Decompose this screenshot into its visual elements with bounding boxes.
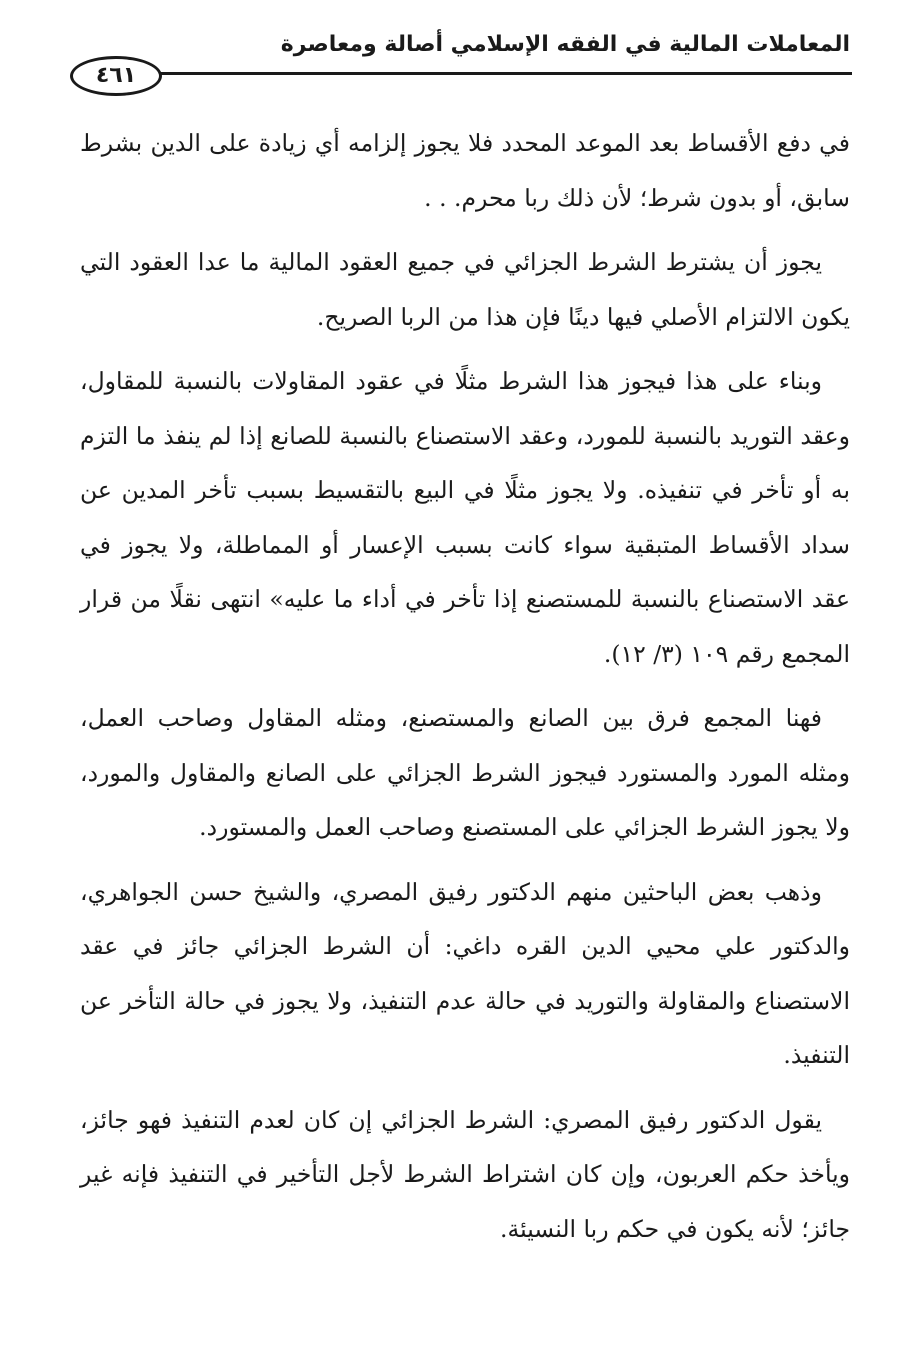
running-title: المعاملات المالية في الفقه الإسلامي أصالة ومعاصرة xyxy=(280,32,850,57)
paragraph-4: فهنا المجمع فرق بين الصانع والمستصنع، ومثله المقاول وصاحب العمل، ومثله المورد والمستورد فيجوز الشرط الجزائي على الصانع والمقاول والمورد، ولا يجوز الشرط الجزائي على المستصنع وصاحب العمل والمستورد. xyxy=(80,704,850,841)
paragraph-3: وبناء على هذا فيجوز هذا الشرط مثلًا في عقود المقاولات بالنسبة للمقاول، وعقد التوريد بالنسبة للمورد، وعقد الاستصناع بالنسبة للصانع إذا لم ينفذ ما التزم به أو تأخر في تنفيذه. ولا يجوز مثلًا في البيع بالتقسيط بسبب تأخر المدين عن سداد الأقساط المتبقية سواء كانت بسبب الإعسار أو المماطلة، ولا يجوز في عقد الاستصناع بالنسبة للمستصنع إذا تأخر في أداء ما عليه» انتهى نقلًا من قرار المجمع رقم ١٠٩ (٣/ ١٢). xyxy=(80,367,850,668)
page-number: ٤٦١ xyxy=(70,56,162,96)
paragraph-1: في دفع الأقساط بعد الموعد المحدد فلا يجوز إلزامه أي زيادة على الدين بشرط سابق، أو بدون شرط؛ لأن ذلك ربا محرم. . . xyxy=(80,129,850,212)
body-text xyxy=(80,116,850,1266)
page-header xyxy=(70,26,852,96)
paragraph-2: يجوز أن يشترط الشرط الجزائي في جميع العقود المالية ما عدا العقود التي يكون الالتزام الأصلي فيها دينًا فإن هذا من الربا الصريح. xyxy=(80,248,850,331)
header-rule xyxy=(140,72,852,75)
paragraph-6: يقول الدكتور رفيق المصري: الشرط الجزائي إن كان لعدم التنفيذ فهو جائز، ويأخذ حكم العربون، وإن كان اشتراط الشرط لأجل التأخير في التنفيذ فإنه غير جائز؛ لأنه يكون في حكم ربا النسيئة. xyxy=(80,1105,850,1243)
paragraph-5: وذهب بعض الباحثين منهم الدكتور رفيق المصري، والشيخ حسن الجواهري، والدكتور علي محيي الدين القره داغي: أن الشرط الجزائي جائز في عقد الاستصناع والمقاولة والتوريد في حالة عدم التنفيذ، ولا يجوز في حالة التأخر عن التنفيذ. xyxy=(80,877,850,1069)
